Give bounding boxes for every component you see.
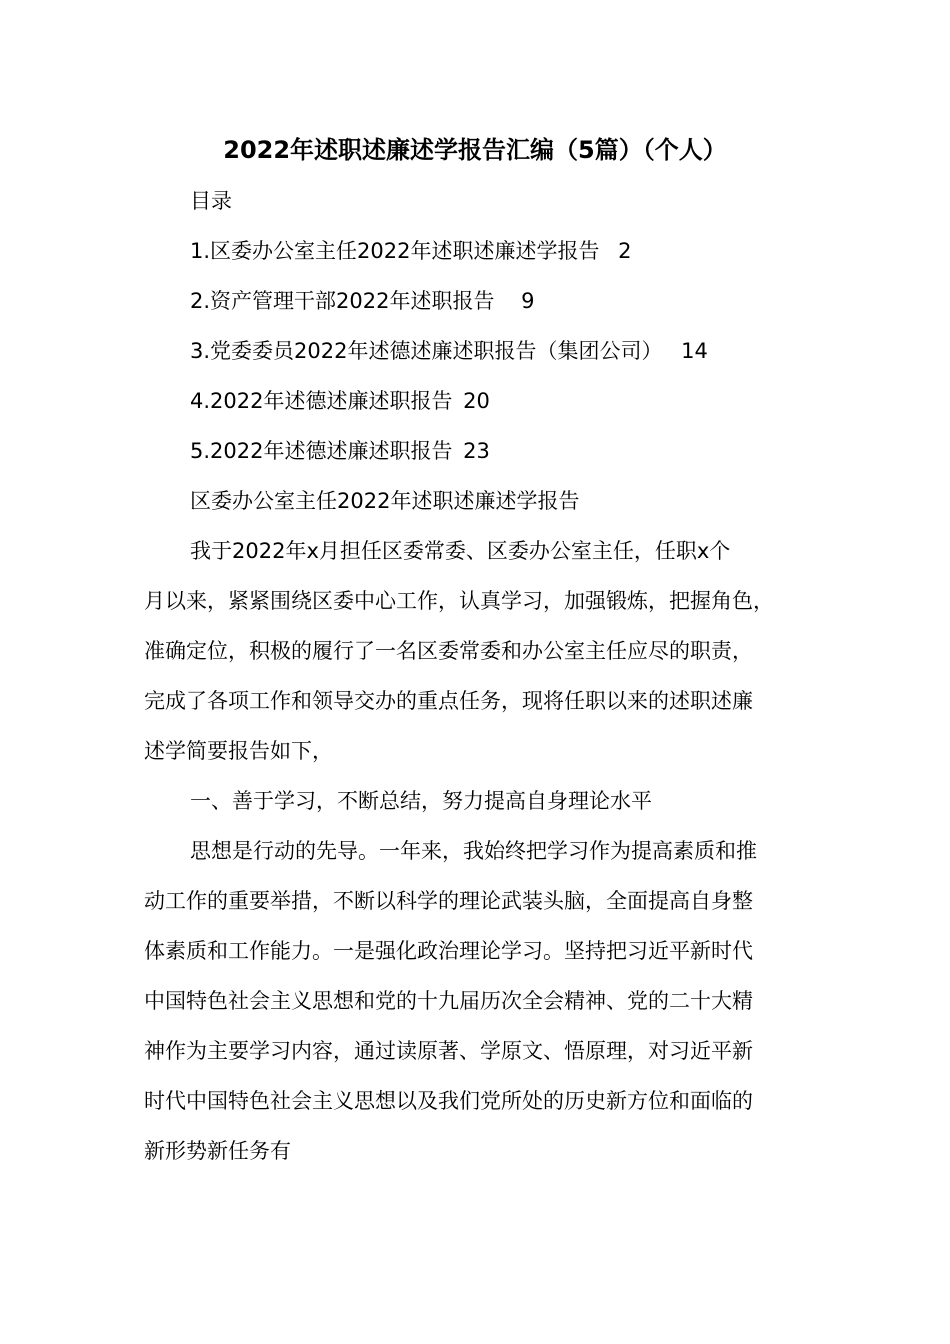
toc-item-label: 1.区委办公室主任2022年述职述廉述学报告 xyxy=(190,239,600,263)
paragraph-line: 中国特色社会主义思想和党的十九届历次全会精神、党的二十大精 xyxy=(144,989,753,1013)
paragraph-line: 体素质和工作能力。一是强化政治理论学习。坚持把习近平新时代 xyxy=(144,939,753,963)
toc-item-page: 23 xyxy=(463,439,490,463)
toc-heading: 目录 xyxy=(190,189,232,213)
toc-item-label: 5.2022年述德述廉述职报告 xyxy=(190,439,453,463)
toc-item xyxy=(190,386,490,416)
section-heading: 一、善于学习，不断总结，努力提高自身理论水平 xyxy=(190,789,652,813)
toc-item xyxy=(190,436,490,466)
toc-item xyxy=(190,236,632,266)
toc-item-label: 2.资产管理干部2022年述职报告 xyxy=(190,289,495,313)
paragraph-line: 准确定位，积极的履行了一名区委常委和办公室主任应尽的职责， xyxy=(144,639,753,663)
section-title: 区委办公室主任2022年述职述廉述学报告 xyxy=(190,489,580,513)
toc-item xyxy=(190,336,708,366)
paragraph-line: 述学简要报告如下， xyxy=(144,739,333,763)
paragraph-line: 动工作的重要举措，不断以科学的理论武装头脑，全面提高自身整 xyxy=(144,889,753,913)
toc-item-page: 14 xyxy=(681,339,708,363)
toc-item-page: 20 xyxy=(463,389,490,413)
paragraph-line: 完成了各项工作和领导交办的重点任务，现将任职以来的述职述廉 xyxy=(144,689,753,713)
paragraph-line: 时代中国特色社会主义思想以及我们党所处的历史新方位和面临的 xyxy=(144,1089,753,1113)
paragraph-line: 我于2022年x月担任区委常委、区委办公室主任，任职x个 xyxy=(190,539,731,563)
paragraph-line: 月以来，紧紧围绕区委中心工作，认真学习，加强锻炼，把握角色， xyxy=(144,589,774,613)
toc-item-label: 3.党委委员2022年述德述廉述职报告（集团公司） xyxy=(190,339,663,363)
paragraph-line: 新形势新任务有 xyxy=(144,1139,291,1163)
toc-item xyxy=(190,286,535,316)
toc-item-page: 2 xyxy=(618,239,632,263)
paragraph-line: 思想是行动的先导。一年来，我始终把学习作为提高素质和推 xyxy=(190,839,757,863)
toc-item-page: 9 xyxy=(521,289,535,313)
document-title: 2022年述职述廉述学报告汇编（5篇）（个人） xyxy=(223,136,727,164)
paragraph-line: 神作为主要学习内容，通过读原著、学原文、悟原理，对习近平新 xyxy=(144,1039,753,1063)
toc-item-label: 4.2022年述德述廉述职报告 xyxy=(190,389,453,413)
